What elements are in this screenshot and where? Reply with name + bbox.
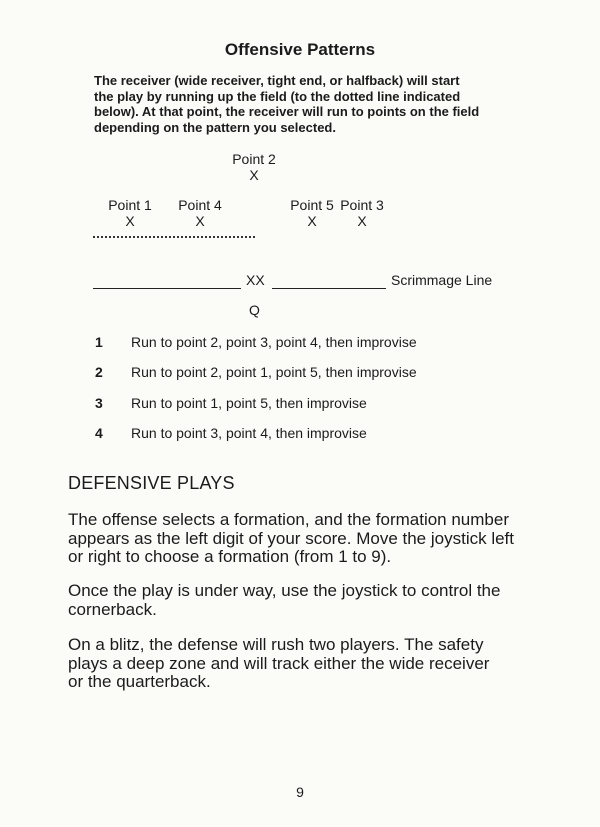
paragraph-line: The offense selects a formation, and the formation number [68, 510, 509, 529]
pattern-number: 3 [95, 395, 103, 411]
receiver-dotted-line [93, 236, 255, 238]
point-3-marker: X [357, 213, 367, 229]
section-heading: DEFENSIVE PLAYS [68, 473, 235, 493]
pattern-text: Run to point 3, point 4, then improvise [131, 425, 367, 441]
scrimmage-line-right [272, 288, 386, 289]
intro-line: depending on the pattern you selected. [94, 119, 336, 135]
paragraph-line: appears as the left digit of your score. Move the joystick left [68, 528, 514, 548]
page-number: 9 [296, 784, 304, 800]
intro-line: the play by running up the field (to the dotted line indicated [94, 88, 461, 104]
pattern-text: Run to point 1, point 5, then improvise [131, 395, 367, 411]
pattern-text: Run to point 2, point 1, point 5, then improvise [131, 364, 417, 380]
intro-line: below). At that point, the receiver will run to points on the field [94, 104, 480, 119]
point-3 [332, 197, 392, 229]
paragraph-line: or the quarterback. [68, 672, 211, 691]
point-5-marker: X [307, 213, 317, 229]
paragraph-line: or right to choose a formation (from 1 to 9). [68, 547, 392, 566]
scrimmage-label: Scrimmage Line [391, 272, 493, 288]
center-marker: XX [246, 272, 265, 288]
point-1 [100, 197, 160, 229]
point-2-marker: X [249, 167, 259, 183]
point-4 [170, 197, 230, 229]
point-2-label: Point 2 [232, 151, 276, 167]
point-4-label: Point 4 [178, 197, 222, 213]
paragraph-line: plays a deep zone and will track either the wide receiver [68, 653, 490, 673]
point-3-label: Point 3 [340, 197, 384, 213]
pattern-number: 4 [95, 425, 103, 441]
scrimmage-line-left [93, 288, 241, 289]
point-1-marker: X [125, 213, 135, 229]
pattern-number: 2 [95, 364, 103, 380]
point-5-label: Point 5 [290, 197, 334, 213]
intro-paragraph [94, 73, 514, 135]
defensive-paragraph-1 [68, 511, 558, 567]
page-title: Offensive Patterns [224, 40, 376, 59]
paragraph-line: On a blitz, the defense will rush two players. The safety [68, 635, 484, 654]
point-1-label: Point 1 [108, 197, 152, 213]
defensive-paragraph-3 [68, 636, 558, 692]
pattern-text: Run to point 2, point 3, point 4, then improvise [131, 334, 417, 350]
point-4-marker: X [195, 213, 205, 229]
defensive-paragraph-2 [68, 582, 558, 619]
paragraph-line: Once the play is under way, use the joystick to control the [68, 581, 501, 600]
pattern-number: 1 [95, 334, 103, 350]
quarterback-marker: Q [249, 302, 260, 318]
point-2 [224, 151, 284, 183]
intro-line: The receiver (wide receiver, tight end, or halfback) will start [94, 73, 460, 88]
paragraph-line: cornerback. [68, 599, 157, 619]
